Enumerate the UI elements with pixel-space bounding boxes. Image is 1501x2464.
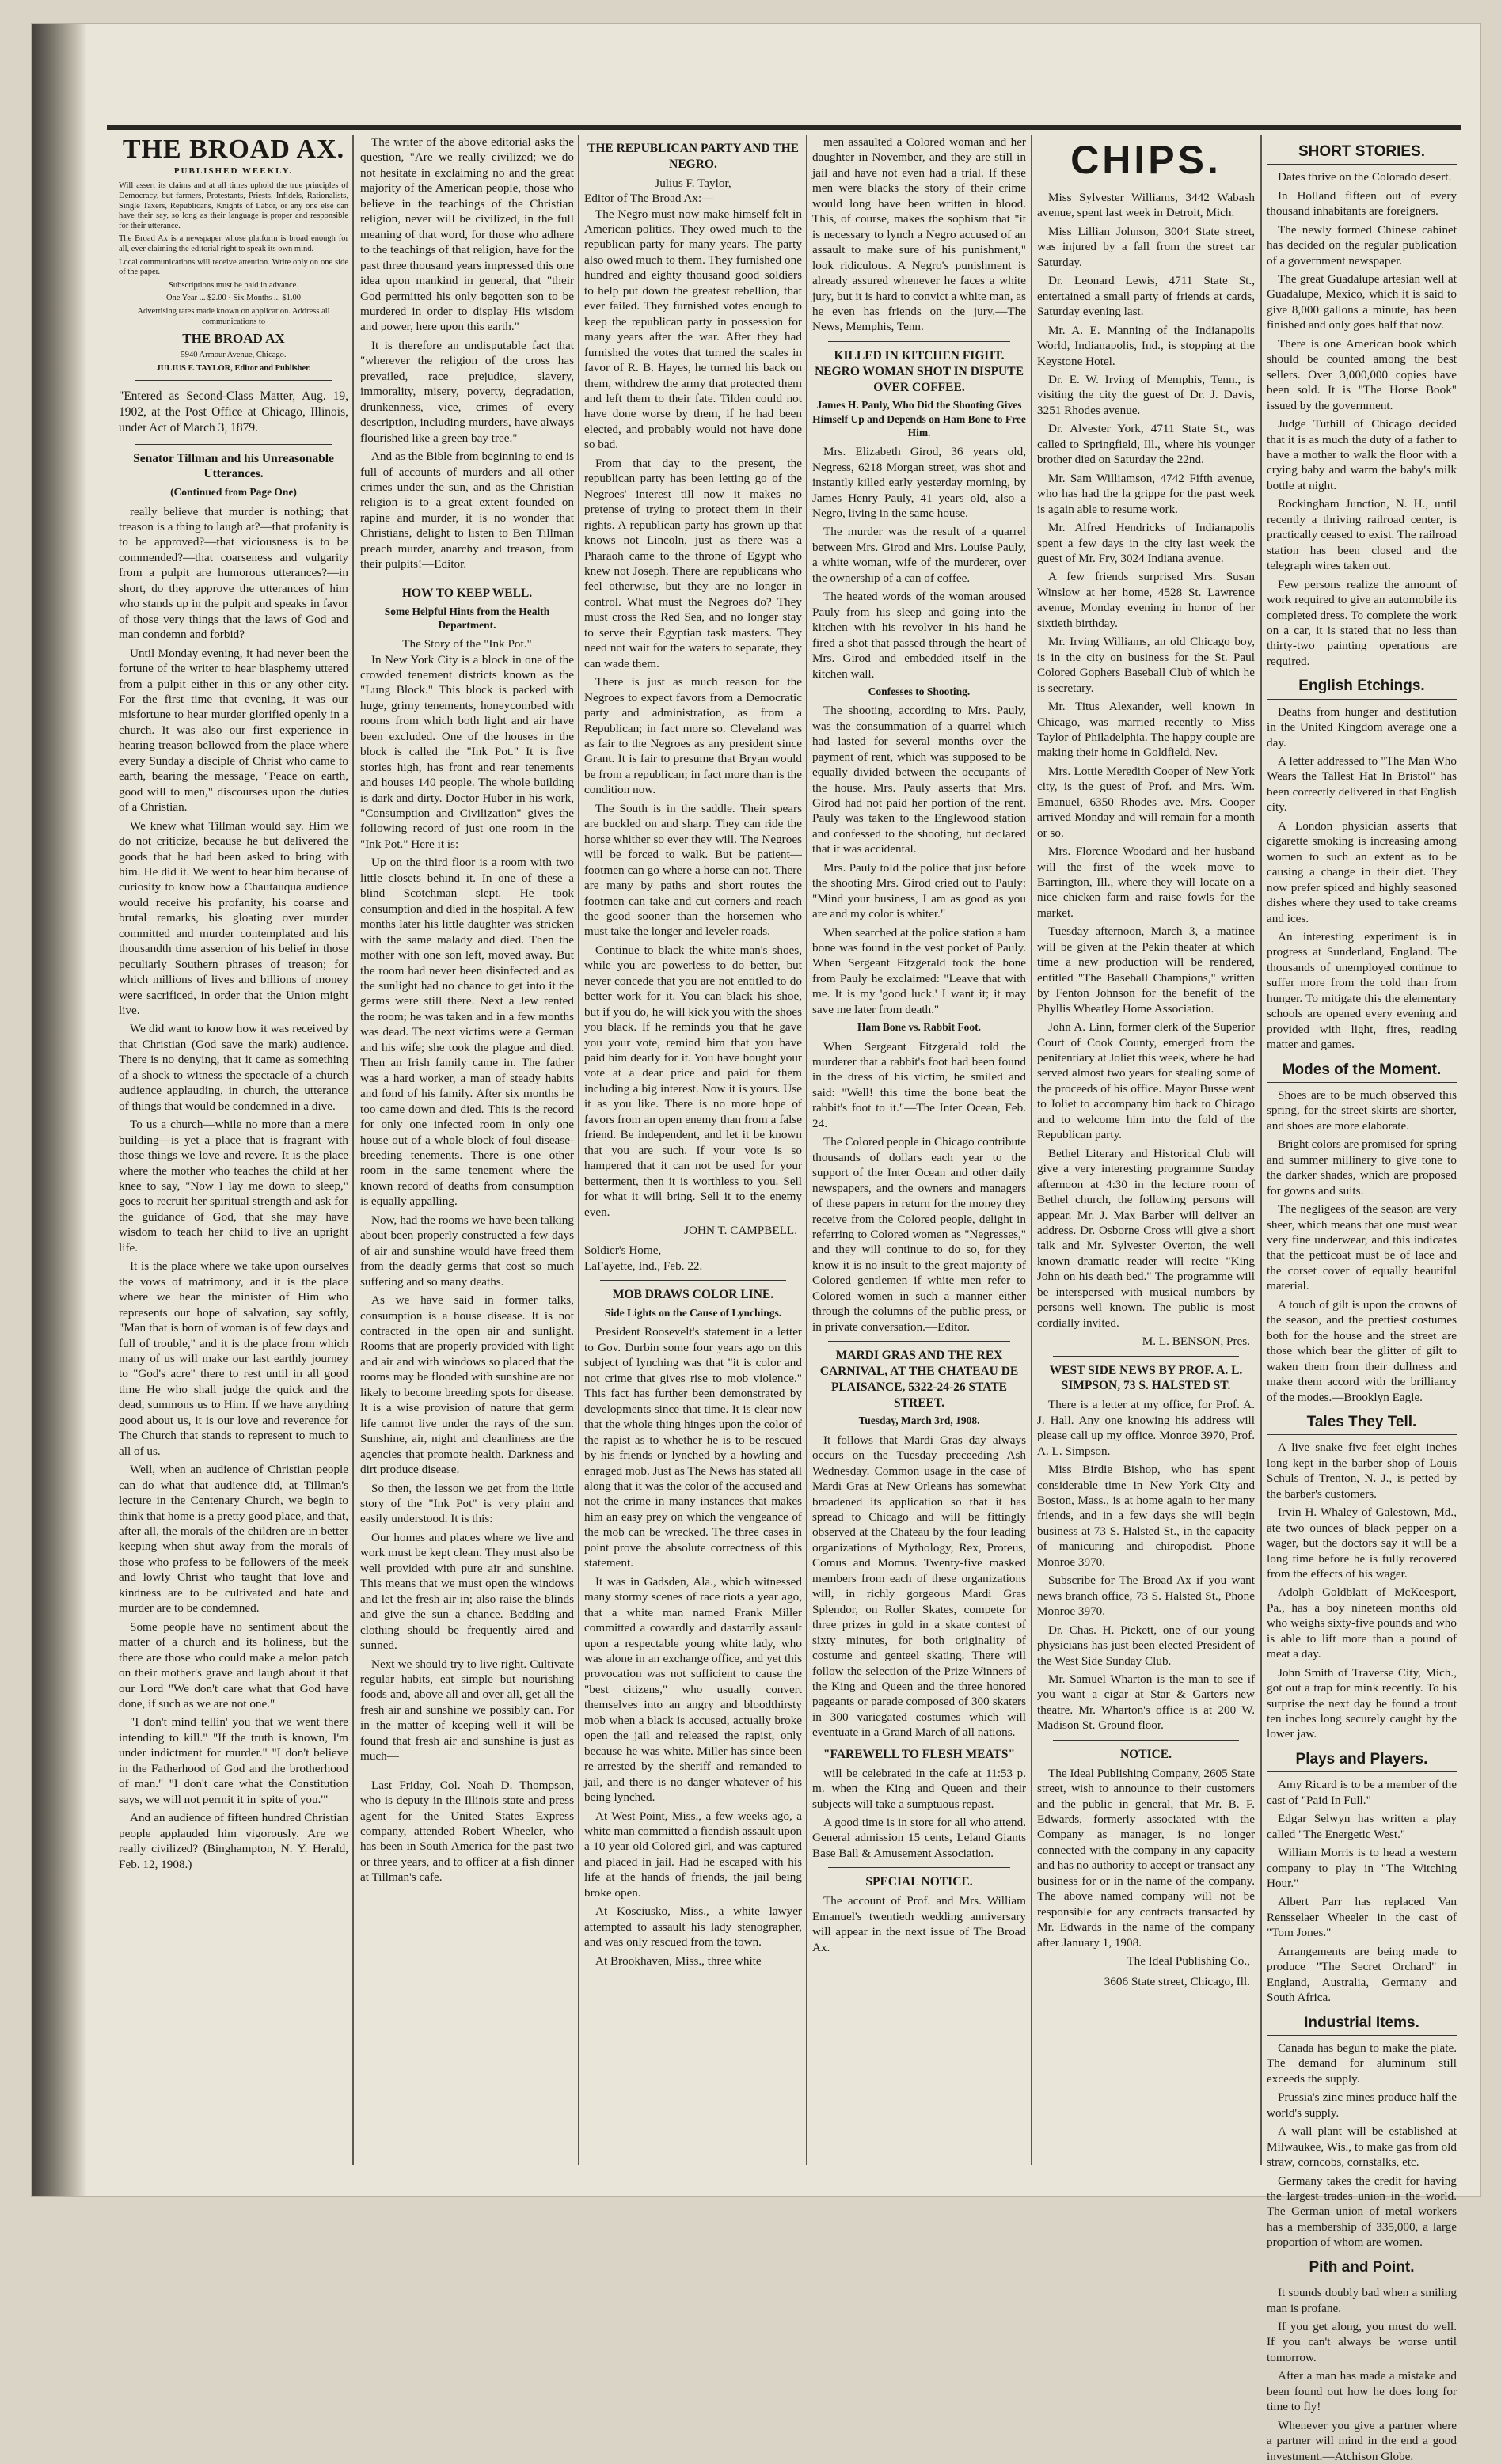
divider [828,1341,1010,1342]
top-rule [107,125,1461,130]
paragraph: When Sergeant Fitzgerald told the murderer that a rabbit's foot had been found in the dress of his victim, he smiled and said: "Well! this time the bone beat the rabbit's foot to it."—The Inter Ocean, Feb. 24. [812,1039,1026,1130]
paragraph: And as the Bible from beginning to end is full of accounts of murders and all other crimes under the sun, and as the Christian religion is to a great extent founded on rapine and murder, it is no wonder that Christians, delight to listen to Ben Tillman preach murder, anarchy and treason, from their pulpits!—Editor. [360,450,574,571]
article-subhead: James H. Pauly, Who Did the Shooting Gives Himself Up and Depends on Ham Bone to Free Him. [812,399,1026,439]
paragraph: There is one American book which should be counted among the best sellers. Over 3,000,000 copies have been sold. It is "The Horse Book" issued by the government. [1267,336,1457,412]
masthead-advertising: Advertising rates made known on application. Address all communications to [137,307,330,326]
paragraph: At West Point, Miss., a few weeks ago, a white man committed a fiendish assault upon a 10 year old Colored girl, and was captured and placed in jail. Had he escaped with his life at the hands of friends, the jail being broke open. [584,1809,803,1900]
paragraph: Up on the third floor is a room with two little closets behind it. In one of these a blind Scotchman slept. He took consumption and died in the hospital. A few months later his little daughter was stricken with the same malady and died. Then the mother with one son left, moved away. But the room had never been disinfected and as the sunlight had no chance to get into it the germs were still there. Next a Jew rented the room; he was taken and in a few months was dead. The next victims were a German and his wife; she took the plague and died. Then an Irish family came in. The father was a hard worker, a man of steady habits and fond of his family. After six months he too came down and died. This is the record for only one infected room in only one house out of a whole block of foul disease-breeding tenements. There is one other room in the same tenement where the known record of deaths from consumption is equally appalling. [360,856,574,1209]
paragraph: Rockingham Junction, N. H., until recently a thriving railroad center, is practically ceased to exist. The railroad station has been closed and the telegraph wires taken out. [1267,497,1457,573]
paragraph: Mr. Samuel Wharton is the man to see if you want a cigar at Star & Garters new theatre. Mr. Wharton's office is at 200 W. Madison St. Ground floor. [1037,1672,1255,1733]
paragraph: A touch of gilt is upon the crowns of the season, and the prettiest costumes both for the house and the street are those which bear the glitter of gilt to waken them from their dullness and make them accord with the brilliancy of the modes.—Brooklyn Eagle. [1267,1297,1457,1404]
paragraph: The great Guadalupe artesian well at Guadalupe, Mexico, which it is said to give 8,000 gallons a minute, has been finished and only goes half that now. [1267,272,1457,332]
paragraph: Last Friday, Col. Noah D. Thompson, who is deputy in the Illinois state and press agent for the United States Express company, attended Robert Wheeler, who has been in South America for the past two or three years, and to officer at a fish dinner at Tillman's cafe. [360,1778,574,1885]
article-subhead: Side Lights on the Cause of Lynchings. [604,1307,782,1319]
club-signature: M. L. BENSON, Pres. [1142,1335,1250,1349]
paragraph: The negligees of the season are very sheer, which means that one must wear very fine underwear, and this indicates that the petticoat must be of lace and the corset cover of equally beautiful material. [1267,1202,1457,1293]
section-heading: SHORT STORIES. [1267,142,1457,165]
divider [135,380,332,381]
paragraph: The Colored people in Chicago contribute thousands of dollars each year to the support of the Inter Ocean and other daily newspapers, and the owners and managers of these papers in return for the money they receive from the Colored people, delight in referring to Colored women as "Negresses," and they will continue to do so, for they know it is no insult to the great majority of Colored gentlemen if white men refer to Colored women in such a manner either through the columns of the public press, or in private conversation.—Editor. [812,1135,1027,1334]
paragraph: "I don't mind tellin' you that we went there intending to kill." "If the truth is known, I'm under indictment for murder." "I don't believe in the Fatherhood of God and the brotherhood of man." "I don't care what the Constitution says, we will not permit it in 'spite of you.'" [119,1715,348,1806]
paragraph: It was in Gadsden, Ala., which witnessed many stormy scenes of race riots a year ago, that a white man named Frank Miller committed a cowardly and dastardly assault upon a respectable young white lady, who was alone in an exchange office, and yet this provocation was not sufficient to cause the "best citizens," who usually convert themselves into an angry and bloodthirsty mob when a black is accused, actually broke open the jail and released the rapist, only because he was white. Miller has since been re-arrested by the sheriff and remanded to jail, and there is no danger whatever of his being lynched. [584,1574,802,1805]
paragraph: Albert Parr has replaced Van Rensselaer Wheeler in the cast of "Tom Jones." [1267,1895,1457,1940]
paragraph: The Ideal Publishing Company, 2605 State street, wish to announce to their customers and the public in general, that Mr. B. F. Edwards, formerly associated with the Company as manager, is no longer connected with the company in any capacity and has no authority to accept or transact any business for or in the name of the company. The above named company will not be responsible for any contracts transacted by Mr. Edwards in the name of the company after January 1, 1908. [1037,1766,1255,1950]
paragraph: Arrangements are being made to produce "The Secret Orchard" in England, Australia, Germany and South Africa. [1267,1944,1457,2005]
paragraph: men assaulted a Colored woman and her daughter in November, and they are still in jail and have not even had a trial. If these men were blacks the story of their crime would long have been written in blood. This, of course, makes the sophism that "it is necessary to lynch a Negro accused of an assault to make sure of his punishment," look ridiculous. A Negro's punishment is already assured whenever he faces a white jury, but it is hard to convict a white man, as he even has friends on the jury.—The News, Memphis, Tenn. [812,135,1026,334]
paragraph: A good time is in store for all who attend. General admission 15 cents, Leland Giants Base Ball & Amusement Association. [812,1816,1026,1860]
paragraph: The newly formed Chinese cabinet has decided on the regular publication of a government newspaper. [1267,222,1457,268]
paragraph: Dr. Leonard Lewis, 4711 State St., entertained a small party of friends at cards, Saturday evening last. [1037,274,1255,319]
paragraph: Tuesday afternoon, March 3, a matinee will be given at the Pekin theater at which time a new production will be rendered, entitled "The Baseball Champions," written by Fenton Johnson for the benefit of the Phyllis Wheatley Home Association. [1037,924,1255,1016]
masthead-subscription: Subscriptions must be paid in advance. [169,280,298,290]
article-headline: WEST SIDE NEWS BY PROF. A. L. SIMPSON, 73 S. HALSTED ST. [1049,1363,1243,1393]
paragraph: Dr. Alvester York, 4711 State St., was called to Springfield, Ill., where his younger brother died on Saturday the 22nd. [1037,422,1255,467]
paragraph: We did want to know how it was received by that Christian (God save the mark) audience. There is no denying, that it came as something of a shock to witness the spectacle of a church audience applauding, in church, the utterance of things that would be condemned in a dive. [119,1022,348,1113]
article-headline: "FAREWELL TO FLESH MEATS" [823,1747,1016,1761]
masthead-rates: One Year ... $2.00 · Six Months ... $1.00 [165,294,302,303]
article-headline: Senator Tillman and his Unreasonable Utterances. [133,451,334,481]
paragraph: will be celebrated in the cafe at 11:53 p. m. when the King and Queen and their subjects will take a sumptuous repast. [812,1766,1026,1811]
letter-signature: JOHN T. CAMPBELL. [684,1224,797,1238]
article-headline: THE REPUBLICAN PARTY AND THE NEGRO. [587,142,799,171]
paragraph: It sounds doubly bad when a smiling man is profane. [1267,2286,1457,2315]
paragraph: Next we should try to live right. Cultivate regular habits, eat simple but nourishing foods and, above all and over all, get all the fresh air and sunshine we possibly can. For in the matter of keeping well it will be found that fresh air and sunshine is just as much— [360,1657,574,1764]
paragraph: A letter addressed to "The Man Who Wears the Tallest Hat In Bristol" has been correctly delivered in that English city. [1267,754,1457,814]
entered-notice: "Entered as Second-Class Matter, Aug. 19, 1902, at the Post Office at Chicago, Illinois, under Act of March 3, 1879. [119,389,348,435]
paragraph: Shoes are to be much observed this spring, for the street skirts are shorter, and shoes are more elaborate. [1267,1088,1457,1133]
paragraph: Edgar Selwyn has written a play called "The Energetic West." [1267,1812,1457,1841]
letter-from: Julius F. Taylor, [655,176,732,190]
chips-title: CHIPS. [1070,138,1222,182]
paragraph: To us a church—while no more than a mere building—is yet a place that is fragrant with those things we love and revere. It is the place where the mother who teaches the child at her knee to say, "Now I lay me down to sleep," goes to recruit her spiritual strength and ask for the guidance of God, that she may have wisdom to teach her child to live an upright life. [119,1118,348,1255]
paragraph: Mrs. Elizabeth Girod, 36 years old, Negress, 6218 Morgan street, was shot and instantly killed early yesterday morning, by James Henry Pauly, 41 years old, also a Negro, living in the same house. [812,445,1026,520]
article-continued: (Continued from Page One) [170,486,297,499]
article-headline: KILLED IN KITCHEN FIGHT. NEGRO WOMAN SHOT IN DISPUTE OVER COFFEE. [815,348,1024,394]
letter-place: Soldier's Home, [584,1243,662,1258]
paragraph: Miss Birdie Bishop, who has spent considerable time in New York City and Boston, Mass., is at home again to her many friends, and in a few days she will begin business at 73 S. Halsted St., in the capacity of manicuring and chiropodist. Phone Monroe 3970. [1037,1463,1255,1569]
divider [828,341,1010,342]
paragraph: Some people have no sentiment about the matter of a church and its holiness, but the there are those who could make a melon patch on their mother's grave and laugh about it that our Lord "We don't care what that God have done, if such as we are not one." [119,1619,348,1710]
paragraph: The South is in the saddle. Their spears are buckled on and sharp. They can ride the horse whither so ever they will. The Negroes will be forced to walk. But be patient—footmen can go where a horse can not. There are many by paths and short routes the footmen can take and cut corners and reach the good sooner than the horsemen who must take the longer and leveler roads. [584,801,802,939]
paragraph: John A. Linn, former clerk of the Superior Court of Cook County, emerged from the penitentiary at Joliet this week, where he had served almost two years for stealing some of the proceeds of his office. Mayor Busse went to Joliet to accompany him back to Chicago and to welcome him into the fold of the Republican party. [1037,1020,1255,1142]
section-heading: English Etchings. [1267,677,1457,699]
paragraph: At Kosciusko, Miss., a white lawyer attempted to assault his lady stenographer, and was only rescued from the town. [584,1904,802,1950]
section-heading: Pith and Point. [1267,2258,1457,2280]
paragraph: Germany takes the credit for having the largest trades union in the world. The German union of metal workers has a membership of 335,000, a large proportion of whom are women. [1267,2174,1457,2249]
masthead-address-street: 5940 Armour Avenue, Chicago. [180,350,287,359]
paragraph: When searched at the police station a ham bone was found in the vest pocket of Pauly. When Sergeant Fitzgerald took the bone from Pauly he exclaimed: "Leave that with me. It is my 'good luck.' I want it; it may save me later from death." [812,925,1026,1016]
paragraph: So then, the lesson we get from the little story of the "Ink Pot" is very plain and easily understood. It is this: [360,1481,574,1526]
paragraph: It is therefore an undisputable fact that "wherever the religion of the cross has prevailed, race prejudice, slavery, immorality, misery, poverty, degradation, drunkenness, vice, crimes of every description, including murders, have always flourished like a green bay tree." [360,338,574,445]
masthead-newspaper: The Broad Ax is a newspaper whose platform is broad enough for all, ever claiming the editorial right to speak its own mind. [119,234,348,254]
paragraph: Mrs. Lottie Meredith Cooper of New York city, is the guest of Prof. and Mrs. Wm. Emanuel, 6350 Rhodes ave. Mrs. Cooper arrived Monday and will remain for a month or so. [1037,764,1255,840]
article-subhead: Confesses to Shooting. [868,685,971,697]
paragraph: A London physician asserts that cigarette smoking is increasing among women to such an extent as to be causing a change in their diet. They now prefer spiced and highly seasoned dishes where they used to take creams and ices. [1267,818,1457,925]
paragraph: It follows that Mardi Gras day always occurs on the Tuesday preceeding Ash Wednesday. Common usage in the case of Mardi Gras at New Orleans has somewhat broadened its application so that it has spread to Chicago and will be fittingly observed at the Chateau by the four leading organizations of Mythology, Rex, Proteus, Comus and Momus. Twenty-five masked members from each of these organizations will, in richly gorgeous Mardi Gras Splendor, on Roller Skates, compete for three prizes in gold in a skate contest of sixty minutes, for both originality of costume and genteel skating. There will follow the selection of the Prize Winners of the King and Queen and the three honored pageants or parade composed of 300 skaters in 300 variegated costumes which will eventuate in a Grand March of all nations. [812,1433,1026,1740]
paragraph: A few friends surprised Mrs. Susan Winslow at her home, 4528 St. Lawrence avenue, Monday evening in honor of her sixtieth birthday. [1037,570,1255,630]
paragraph: It is the place where we take upon ourselves the vows of matrimony, and it is the place where we hear the minister of Him who represents our hope of salvation, say softly, "Man that is born of woman is of few days and full of trouble," and it is the place from which many of us will make our last earthly journey to "God's acre" there to rest until in all good time He who shall judge the quick and the dead, summons us to Him. If we have anything good about us, it is our love and reverence for The Church that stands to represent to much to all of us. [119,1259,348,1458]
masthead-creed: Will assert its claims and at all times uphold the true principles of Democracy, but farmers, Protestants, Priests, Infidels, Rationalists, Single Taxers, Republicans, Knights of Labor, or any one else can have their say, so long as their language is proper and responsible for their utterance. [119,181,348,230]
paragraph: Amy Ricard is to be a member of the cast of "Paid In Full." [1267,1778,1457,1807]
section-heading: Tales They Tell. [1267,1413,1457,1435]
masthead-local: Local communications will receive attention. Write only on one side of the paper. [119,257,348,277]
article-headline: NOTICE. [1119,1747,1172,1761]
paragraph: Prussia's zinc mines produce half the world's supply. [1267,2090,1457,2120]
paragraph: William Morris is to head a western company to play in "The Witching Hour." [1267,1846,1457,1890]
column-rule [352,135,354,2165]
masthead-publisher: JULIUS F. TAYLOR, Editor and Publisher. [156,363,311,373]
notice-address: 3606 State street, Chicago, Ill. [1104,1974,1250,1988]
column-3 [584,135,802,2165]
article-headline: MARDI GRAS AND THE REX CARNIVAL, AT THE CHATEAU DE PLAISANCE, 5322-24-26 STATE STREET. [819,1349,1019,1410]
paragraph: really believe that murder is nothing; that treason is a thing to laugh at?—that profanity is to be approved?—that viciousness is to be commended?—that coarseness and vulgarity from a pulpit are humorous utterances?—in short, do they approve the utterances of him who stands up in the pulpit and speaks in favor of those very things that the laws of God and man condemn and forbid? [119,504,348,642]
paragraph: Whenever you give a partner where a partner will mind in the end a good investment.—Atchison Globe. [1267,2418,1457,2463]
column-2 [360,135,574,2165]
paragraph: President Roosevelt's statement in a letter to Gov. Durbin some four years ago on this subject of lynching was that "it is color and not crime that gives rise to mob violence." This fact has further been demonstrated by developments since that time. It is clear now that the whole thing hinges upon the color of the rapist as to whether he is to be rescued by his friends or lynched by a howling and enraged mob. Just as The News has stated all along that it was the color of the accused and not the crime in many instances that makes him an easy prey on which the vengeance of the mob can be wrecked. The three cases in point prove the absolute correctness of this statement. [584,1325,802,1570]
article-story-title: The Story of the "Ink Pot." [402,637,532,651]
paragraph: From that day to the present, the republican party has been letting go of the Negroes' interest till now it makes no pretense of trying to protect them in their rights. A republican party has grown up that knows not Lincoln, just as there was a Pharaoh came to the throne of Egypt who knew not Joseph. There are republicans who feel otherwise, but they are no longer in control. What must the Negroes do? They must cross the Red Sea, and no longer stay to serve their Egyptian task masters. They need not wait for the waters to separate, they can wade them. [584,456,802,670]
paragraph: Until Monday evening, it had never been the fortune of the writer to hear blasphemy uttered from a pulpit either in this or any other city. For the first time that evening, it was our misfortune to hear murder glorified openly in a church. It was also our first experience in hearing treason bellowed from the place where every Sunday a disciple of Christ who came to earth, bearing the message, "Peace on earth, good will to men," discourses upon the duties of a Christian. [119,646,348,814]
article-date: Tuesday, March 3rd, 1908. [858,1414,980,1427]
paragraph: Mr. A. E. Manning of the Indianapolis World, Indianapolis, Ind., is stopping at the Keystone Hotel. [1037,323,1255,368]
divider [1053,1356,1239,1357]
paragraph: Mrs. Florence Woodard and her husband will the first of the week move to Barrington, Ill., where they will locate on a nice chicken farm and raise fowls for the market. [1037,845,1255,920]
paragraph: There is just as much reason for the Negroes to expect favors from a Democratic party and administration, as from a Republican; in fact more so. Cleveland was as fair to the Negroes as any president since Grant. It is fair to presume that Bryan would be from a republican; in fact more than is the condition now. [584,675,802,797]
paragraph: Dr. Chas. H. Pickett, one of our young physicians has just been elected President of the West Side Sunday Club. [1037,1623,1255,1668]
divider [600,1280,786,1281]
article-headline: HOW TO KEEP WELL. [401,586,533,600]
article-headline: MOB DRAWS COLOR LINE. [612,1288,774,1302]
divider [828,1867,1010,1868]
paragraph: Bethel Literary and Historical Club will give a very interesting programme Sunday afternoon at 4:30 in the lecture room of Bethel church, the following persons will appear. Mr. J. Max Barber will deliver an address. Dr. Osborne Cross will give a short talk and Mr. Sylvester Overton, the well known dramatic reader will recite "King John on his death bed." The programme will be interspersed with musical numbers by persons well known. The public is most cordially invited. [1037,1146,1255,1330]
paragraph: In New York City is a block in one of the crowded tenement districts known as the "Lung Block." This block is packed with huge, grimy tenements, honeycombed with rooms from which both light and air have been excluded. One of the houses in the block is called the "Ink Pot." It is five stories high, has front and rear tenements and houses 140 people. The whole building is dark and dirty. Doctor Huber in his work, "Consumption and Civilization" gives the following record of just one room in the "Ink Pot." Here it is: [360,652,574,851]
paragraph: Irvin H. Whaley of Galestown, Md., ate two ounces of black pepper on a wager, but the doctors say it will be a long time before he is fully recovered from the effects of his wager. [1267,1505,1457,1581]
paragraph: Miss Sylvester Williams, 3442 Wabash avenue, spent last week in Detroit, Mich. [1037,191,1255,220]
paragraph: At Brookhaven, Miss., three white [595,1953,762,1968]
paragraph: Continue to black the white man's shoes, while you are powerless to do better, but never concede that you are not entitled to do better work for it. You can black his shoe, but if you do, he will kick you with the shoes you black. If he reminds you that he gave you your vote, remind him that you have paid him dearly for it. You have bought your vote at a dear price and paid for them including a big interest. Now it is yours. Use it as you like. There is no more hope of favors from an open enemy than from a false friend. Be independent, and let it be known that you are such. If your vote is so hampered that it can not be used for your betterment, then it is worthless to you. Sell for what it will bring. Sell it to the enemy even. [584,943,802,1219]
section-heading: Modes of the Moment. [1267,1061,1457,1083]
paragraph: Well, when an audience of Christian people can do what that audience did, at Tillman's lecture in the Centenary Church, we begin to think that home is a pretty good place, and that, after all, the morals of the children are in better keeping when shut away from the morals of those who profess to be followers of the meek and lowly Christ who taught that love and kindness are to be cultivated and hate and murder are to be condemned. [119,1463,348,1615]
article-headline: SPECIAL NOTICE. [865,1875,973,1889]
article-subhead: Some Helpful Hints from the Health Department. [384,605,550,631]
article-subhead: Ham Bone vs. Rabbit Foot. [857,1021,981,1034]
paragraph: A live snake five feet eight inches long kept in the barber shop of Louis Schuls of Trenton, N. J., is petted by the barber's customers. [1267,1441,1457,1501]
paragraph: Judge Tuthill of Chicago decided that it is as much the duty of a father to have a mother to walk the floor with a crying baby and warm the baby's milk bottle at night. [1267,417,1457,492]
newspaper-page [32,24,1480,2463]
paragraph: There is a letter at my office, for Prof. A. J. Hall. Any one knowing his address will please call up my office. Monroe 3970, Prof. A. L. Simpson. [1037,1398,1255,1458]
paragraph: If you get along, you must do well. If you can't always be worse until tomorrow. [1267,2320,1457,2364]
column-4 [812,135,1026,2165]
section-heading: Industrial Items. [1267,2014,1457,2036]
paragraph: Mr. Sam Williamson, 4742 Fifth avenue, who has had the la grippe for the past week is again able to resume work. [1037,471,1255,516]
paragraph: Canada has begun to make the plate. The demand for aluminum still exceeds the supply. [1267,2041,1457,2086]
scan-edge-shadow [32,24,87,2196]
paragraph: Our homes and places where we live and work must be kept clean. They must also be well provided with pure air and sunshine. This means that we must open the windows and let the fresh air in; also raise the blinds and give the sun a chance. Bedding and clothing should be frequently aired and sunned. [360,1530,574,1653]
paragraph: The writer of the above editorial asks the question, "Are we really civilized; we do not hesitate in exclaiming no and the great majority of the American people, those who believe in the teachings of the Christian religion, never will be civilized, in the full meaning of that word, for those who adhere to the teachings of that religion, have for the past three thousand years impressed this one idea upon mankind in general, that "their God permitted his only begotten son to be murdered in order to display His wisdom and power, here upon this earth." [360,135,574,334]
letter-date: LaFayette, Ind., Feb. 22. [584,1259,703,1273]
paragraph: As we have said in former talks, consumption is a house disease. It is not contracted in the open air and sunlight. Rooms that are properly provided with light and air and with windows so placed that the rooms may be flooded with sunshine are not likely to become breeding spots for disease. It is a wise provision of nature that germ life cannot live under the rays of the sun. Sunshine, air, night and cleanliness are the agencies that promote health. Darkness and dirt produce disease. [360,1293,574,1477]
paragraph: Few persons realize the amount of work required to give an automobile its completed dress. To complete the work on a car, it is stated that no less than thirty-two painting operations are required. [1267,577,1457,668]
paragraph: The murder was the result of a quarrel between Mrs. Girod and Mrs. Louise Pauly, a white woman, wife of the murderer, over the ownership of a can of coffee. [812,525,1026,585]
paragraph: Dates thrive on the Colorado desert. [1278,170,1452,184]
paragraph: Adolph Goldblatt of McKeesport, Pa., has a boy nineteen months old who weighs sixty-five pounds and who is able to lift more than a pound of meat a day. [1267,1585,1457,1661]
paragraph: The heated words of the woman aroused Pauly from his sleep and going into the kitchen with his revolver in his hand he fired a shot that passed through the heart of Mrs. Girod and embedded itself in the kitchen wall. [812,590,1026,681]
divider [1053,1740,1239,1741]
column-rule [1260,135,1262,2165]
masthead-address-name: THE BROAD AX [182,331,285,347]
paragraph: The account of Prof. and Mrs. William Emanuel's twentieth wedding anniversary will appear in the next issue of The Broad Ax. [812,1894,1026,1954]
divider [135,444,332,445]
section-heading: Plays and Players. [1267,1750,1457,1772]
paragraph: The Negro must now make himself felt in American politics. They owed much to the republican party for many years. The party also owed much to them. They furnished one hundred and eighty thousand good soldiers to help put down the greatest rebellion, that ever failed. They furnished votes enough to keep the republican party in possession for many years after the war. After they had furnished the votes that turned the scales in favor of R. B. Hayes, he turned his back on them, withdrew the army that protected them and left them to their fate. Tilden could not have done worse by them, if he had been elected, and probably would not have done so bad. [584,207,802,452]
masthead-subtitle: PUBLISHED WEEKLY. [173,166,294,177]
paragraph: Mr. Irving Williams, an old Chicago boy, is in the city on business for the St. Paul Colored Gophers Baseball Club of which he is secretary. [1037,635,1255,695]
paragraph: Bright colors are promised for spring and summer millinery to give tone to the darker shades, which are proposed for gowns and suits. [1267,1137,1457,1198]
column-5 [1037,135,1255,2165]
paragraph: In Holland fifteen out of every thousand inhabitants are foreigners. [1267,188,1457,218]
paragraph: Dr. E. W. Irving of Memphis, Tenn., is visiting the city the guest of Dr. J. Davis, 3251 Rhodes avenue. [1037,372,1255,417]
paragraph: Mrs. Pauly told the police that just before the shooting Mrs. Girod cried out to Pauly: "Mind your business, I am as good as you are and my color is whiter." [812,860,1026,921]
column-rule [578,135,580,2165]
paragraph: John Smith of Traverse City, Mich., got out a trap for mink recently. To his surprise the next day he found a trout ten inches long securely caught by the lower jaw. [1267,1665,1457,1741]
paragraph: A wall plant will be established at Milwaukee, Wis., to make gas from old straw, corncobs, cornstalks, etc. [1267,2124,1457,2170]
column-rule [806,135,808,2165]
notice-signature: The Ideal Publishing Co., [1127,1954,1250,1969]
paragraph: Miss Lillian Johnson, 3004 State street, was injured by a fall from the street car Saturday. [1037,224,1255,269]
paragraph: Deaths from hunger and destitution in the United Kingdom average one a day. [1267,704,1457,750]
paragraph: Mr. Titus Alexander, well known in Chicago, was married recently to Miss Taylor of Philadelphia. The happy couple are making their home in Goldfield, Nev. [1037,700,1255,760]
paragraph: After a man has made a mistake and been found out how he does long for time to fly! [1267,2369,1457,2414]
paragraph: Now, had the rooms we have been talking about been properly constructed a few days of air and sunshine would have freed them from the deadly germs that cost so much suffering and so many deaths. [360,1213,574,1289]
column-6 [1267,135,1457,2463]
paragraph: Mr. Alfred Hendricks of Indianapolis spent a few days in the city last week the guest of Mr. Fry, 3024 Indiana avenue. [1037,521,1255,565]
letter-to: Editor of The Broad Ax:— [584,192,714,206]
paragraph: The shooting, according to Mrs. Pauly, was the consummation of a quarrel which had lasted for several months over the payment of rent, which was supposed to be equally divided between the occupants of the house. Mrs. Pauly asserts that Mrs. Girod had not paid her portion of the rent. Pauly was taken to the Englewood station and confessed to the shooting, but declared that it was accidental. [812,704,1026,856]
paragraph: An interesting experiment is in progress at Sunderland, England. The thousands of unemployed continue to suffer more from the cold than from hunger. To mitigate this the elementary schools are opened every evening and provided with light, fires, reading matter and games. [1267,930,1457,1052]
paragraph: Subscribe for The Broad Ax if you want news branch office, 73 S. Halsted St., Phone Monroe 3970. [1037,1574,1255,1619]
paragraph: And an audience of fifteen hundred Christian people applauded him vigorously. Are we really civilized? (Binghampton, N. Y. Herald, Feb. 12, 1908.) [119,1811,348,1871]
masthead-title: THE BROAD AX. [122,135,345,164]
column-1 [119,135,348,2165]
paragraph: We knew what Tillman would say. Him we do not criticize, because he but delivered the goods that he had been asked to bring with him. He did it. We went to hear him because of curiosity to know how a Chautauqua audience would receive his profanity, his coarse and brutal remarks, his gloating over murder committed and murder contemplated and his thousandth time assertion of his belief in those peculiarly Southern phrases of treason; for which millions of lives and billions of money were sacrificed, in order that the Union might live. [119,818,348,1018]
column-rule [1031,135,1032,2165]
